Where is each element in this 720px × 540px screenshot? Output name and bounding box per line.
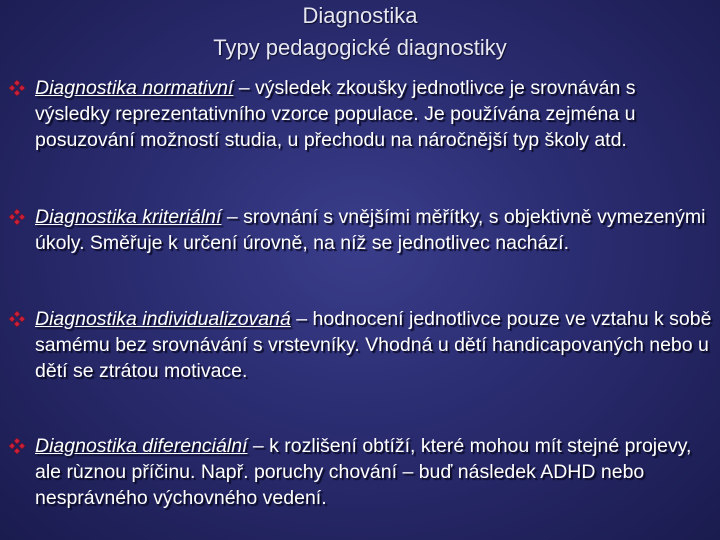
bullet-description: – výsledek zkoušky jednotlivce je srovnáván s výsledky reprezentativního vzorce populace. Je používána zejména u posuzování možností studia, u přechodu na náročnější typ školy atd.: [35, 77, 636, 151]
bullet-item-criterial: [8, 204, 714, 256]
four-diamond-bullet-icon: [8, 310, 26, 328]
bullet-term: Diagnostika individualizovaná: [35, 308, 291, 330]
bullet-text: [35, 433, 714, 511]
four-diamond-bullet-icon: [8, 437, 26, 455]
title-line-1: Diagnostika: [302, 3, 418, 28]
bullet-term: Diagnostika diferenciální: [35, 435, 248, 457]
bullet-description: – srovnání s vnějšími měřítky, s objektivně vymezenými úkoly. Směřuje k určení úrovně, na níž se jednotlivec nachází.: [35, 206, 706, 254]
bullet-description: – k rozlišení obtíží, které mohou mít stejné projevy, ale rùznou příčinu. Např. poruchy chování – buď následek ADHD nebo nesprávného výchovného vedení.: [35, 435, 692, 509]
bullet-item-normative: [8, 75, 714, 153]
bullet-item-differential: [8, 433, 714, 511]
bullet-term: Diagnostika normativní: [35, 77, 234, 99]
bullet-item-individualized: [8, 306, 714, 384]
bullet-text: [35, 204, 714, 256]
bullet-description: – hodnocení jednotlivce pouze ve vztahu k sobě samému bez srovnávání s vrstevníky. Vhodná u dětí handicapovaných nebo u dětí se ztrátou motivace.: [35, 308, 712, 382]
four-diamond-bullet-icon: [8, 79, 26, 97]
bullet-text: [35, 306, 714, 384]
title-line-2: Typy pedagogické diagnostiky: [213, 35, 507, 60]
four-diamond-bullet-icon: [8, 208, 26, 226]
bullet-term: Diagnostika kriteriální: [35, 206, 222, 228]
slide-title: [0, 0, 720, 64]
bullet-text: [35, 75, 714, 153]
